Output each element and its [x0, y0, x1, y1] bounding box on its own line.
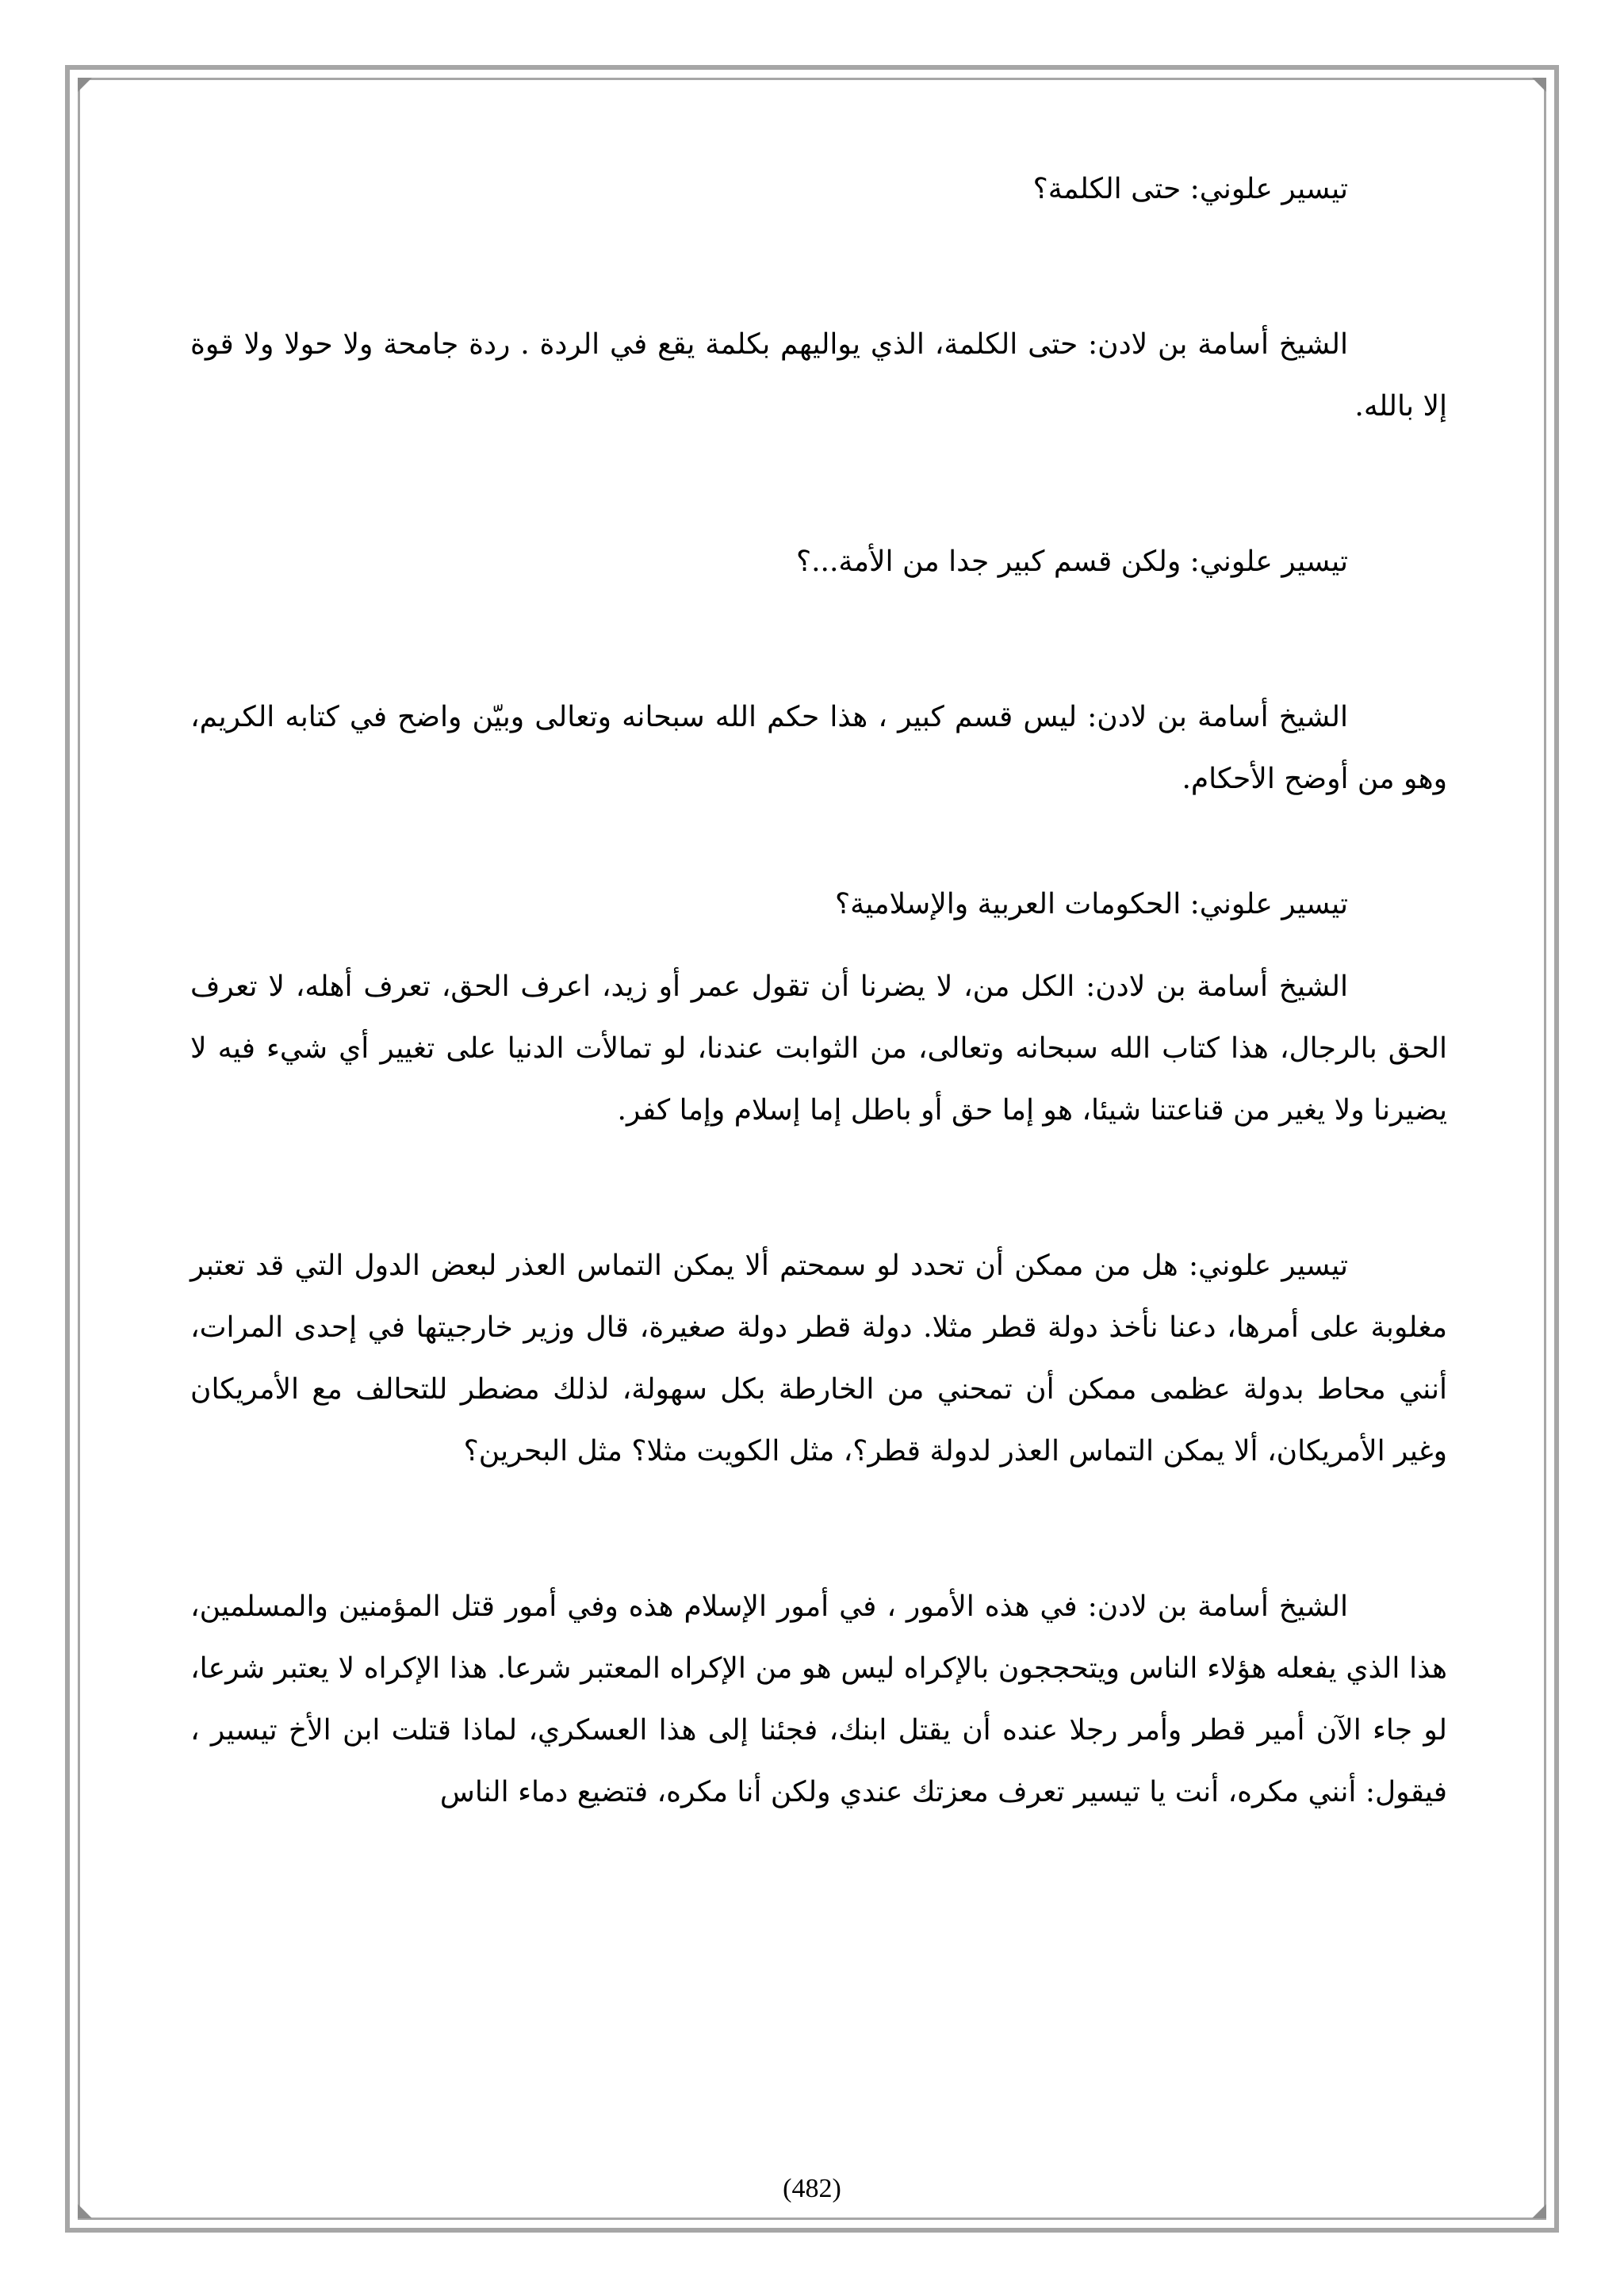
- paragraph-question: تيسير علوني: الحكومات العربية والإسلامية؟: [835, 888, 1348, 920]
- paragraph-answer: الشيخ أسامة بن لادن: في هذه الأمور ، في أمور الإسلام هذه وفي أمور قتل المؤمنين والمسلمين، هذا الذي يفعله هؤلاء الناس ويتحججون بالإكراه ليس هو من الإكراه المعتبر شرعا. هذا الإكراه لا يعتبر شرعا، لو جاء الآن أمير قطر وأمر رجلا عنده أن يقتل ابنك، فجئنا إلى هذا العسكري، لماذا قتلت ابن الأخ تيسير ، فيقول: أنني مكره، أنت يا تيسير تعرف معزتك عندي ولكن أنا مكره، فتضيع دماء الناس: [190, 1590, 1447, 1808]
- paragraph-answer: الشيخ أسامة بن لادن: الكل من، لا يضرنا أن تقول عمر أو زيد، اعرف الحق، تعرف أهله، لا تعرف الحق بالرجال، هذا كتاب الله سبحانه وتعالى، من الثوابت عندنا، لو تمالأت الدنيا على تغيير أي شيء فيه لا يضيرنا ولا يغير من قناعتنا شيئا، هو إما حق أو باطل إما إسلام وإما كفر.: [190, 970, 1447, 1127]
- paragraph-answer: الشيخ أسامة بن لادن: ليس قسم كبير ، هذا حكم الله سبحانه وتعالى وبيّن واضح في كتابه الكريم، وهو من أوضح الأحكام.: [190, 701, 1447, 795]
- corner-ornament-bottom-right: [1532, 2204, 1546, 2218]
- paragraph-answer: الشيخ أسامة بن لادن: حتى الكلمة، الذي يواليهم بكلمة يقع في الردة . ردة جامحة ولا حولا ولا قوة إلا بالله.: [190, 328, 1447, 423]
- paragraph-question: تيسير علوني: حتى الكلمة؟: [1032, 173, 1348, 205]
- corner-ornament-bottom-left: [78, 2204, 92, 2218]
- page-number: (482): [783, 2174, 841, 2203]
- interview-transcript: [190, 159, 1447, 1823]
- corner-ornament-top-right: [1532, 78, 1546, 92]
- corner-ornament-top-left: [78, 78, 92, 92]
- paragraph-question: تيسير علوني: ولكن قسم كبير جدا من الأمة...؟: [795, 545, 1348, 578]
- paragraph-question: تيسير علوني: هل من ممكن أن تحدد لو سمحتم ألا يمكن التماس العذر لبعض الدول التي قد تعتبر مغلوبة على أمرها، دعنا نأخذ دولة قطر مثلا. دولة قطر دولة صغيرة، قال وزير خارجيتها في إحدى المرات، أنني محاط بدولة عظمى ممكن أن تمحني من الخارطة بكل سهولة، لذلك مضطر للتحالف مع الأمريكان وغير الأمريكان، ألا يمكن التماس العذر لدولة قطر؟، مثل الكويت مثلا؟ مثل البحرين؟: [190, 1249, 1447, 1468]
